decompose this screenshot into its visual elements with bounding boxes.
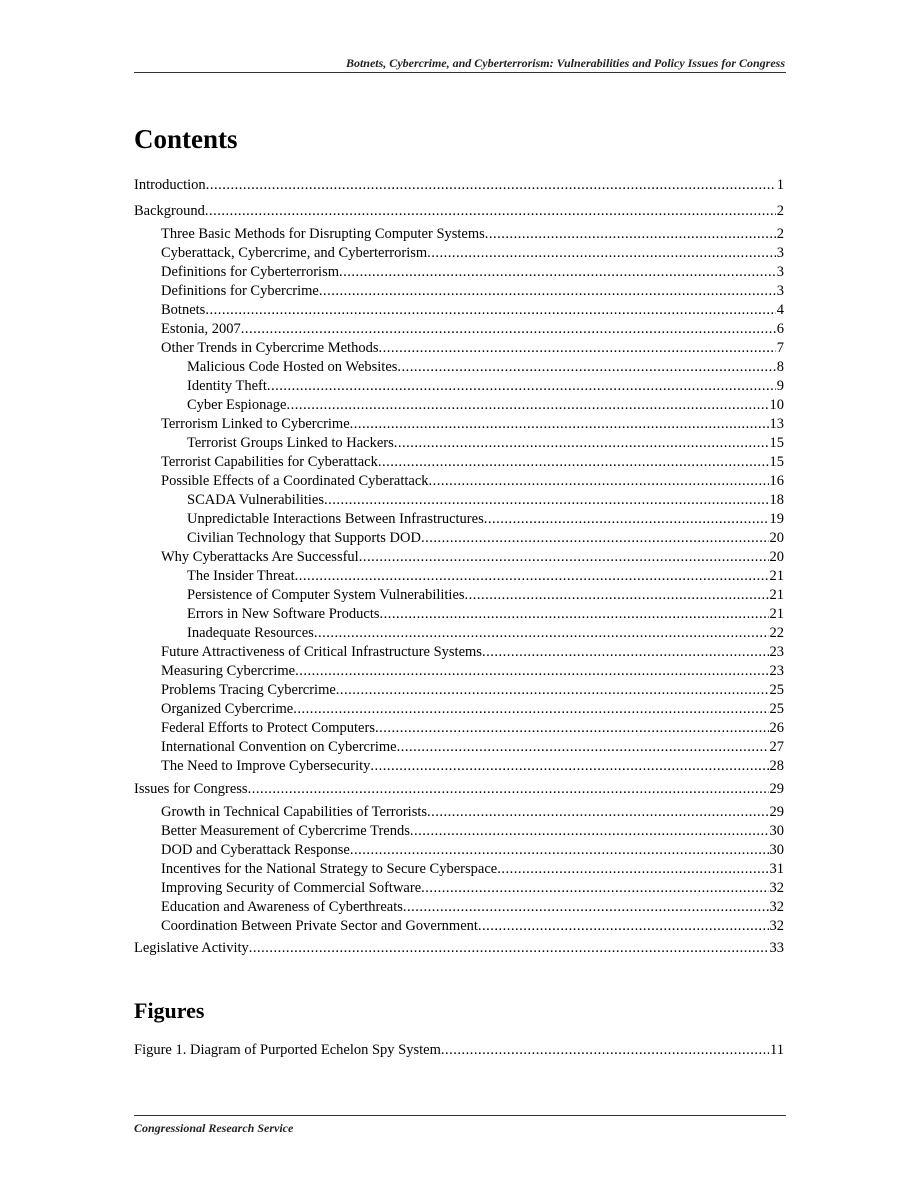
toc-entry-title: Definitions for Cybercrime [161, 283, 319, 299]
toc-entry[interactable] [134, 176, 784, 195]
toc-entry-title: Why Cyberattacks Are Successful [161, 549, 359, 565]
dot-leader [478, 917, 769, 936]
footer-rule [134, 1115, 786, 1116]
toc-entry-title: Possible Effects of a Coordinated Cyberattack [161, 473, 429, 489]
toc-entry[interactable] [134, 472, 784, 491]
dot-leader [421, 529, 769, 548]
toc-entry[interactable] [134, 662, 784, 681]
toc-entry[interactable] [134, 803, 784, 822]
dot-leader [324, 491, 768, 510]
toc-entry[interactable] [134, 377, 784, 396]
toc-entry[interactable] [134, 822, 784, 841]
toc-entry-title: Persistence of Computer System Vulnerabilities [187, 587, 465, 603]
dot-leader [286, 396, 768, 415]
toc-entry-page: 3 [776, 245, 784, 261]
toc-entry-title: Coordination Between Private Sector and Government [161, 918, 478, 934]
toc-entry-page: 31 [769, 861, 784, 877]
dot-leader [397, 738, 769, 757]
toc-entry-title: Three Basic Methods for Disrupting Computer Systems [161, 226, 485, 242]
dot-leader [378, 453, 769, 472]
dot-leader [427, 803, 768, 822]
toc-entry-title: Issues for Congress [134, 781, 248, 797]
toc-entry-title: Identity Theft [187, 378, 267, 394]
toc-entry-title: SCADA Vulnerabilities [187, 492, 325, 508]
toc-entry[interactable] [134, 780, 784, 799]
toc-entry-page: 9 [776, 378, 784, 394]
dot-leader [295, 567, 769, 586]
toc-entry-page: 25 [769, 701, 784, 717]
toc-entry[interactable] [134, 320, 784, 339]
toc-entry-page: 3 [776, 283, 784, 299]
toc-entry-title: Other Trends in Cybercrime Methods [161, 340, 379, 356]
toc-entry[interactable] [134, 529, 784, 548]
toc-entry-title: Figure 1. Diagram of Purported Echelon Spy System [134, 1042, 441, 1058]
footer-text: Congressional Research Service [134, 1121, 294, 1135]
dot-leader [249, 939, 769, 958]
toc-entry-page: 30 [769, 823, 784, 839]
toc-entry-title: Terrorism Linked to Cybercrime [161, 416, 350, 432]
dot-leader [378, 339, 775, 358]
toc-entry[interactable] [134, 453, 784, 472]
toc-entry-page: 16 [769, 473, 784, 489]
header-rule [134, 72, 786, 73]
toc-entry-title: Growth in Technical Capabilities of Terrorists [161, 804, 428, 820]
dot-leader [205, 202, 776, 221]
toc-entry[interactable] [134, 700, 784, 719]
toc-entry-page: 1 [776, 177, 784, 193]
toc-entry-title: Legislative Activity [134, 940, 249, 956]
toc-entry-page: 6 [776, 321, 784, 337]
toc-entry-page: 10 [769, 397, 784, 413]
toc-entry-page: 23 [769, 663, 784, 679]
toc-entry-page: 25 [769, 682, 784, 698]
toc-entry-page: 30 [769, 842, 784, 858]
dot-leader [441, 1041, 769, 1060]
toc-entry[interactable] [134, 301, 784, 320]
toc-entry-page: 21 [769, 568, 784, 584]
toc-entry[interactable] [134, 898, 784, 917]
toc-entry[interactable] [134, 339, 784, 358]
toc-entry-page: 28 [769, 758, 784, 774]
toc-entry-page: 8 [776, 359, 784, 375]
running-header: Botnets, Cybercrime, and Cyberterrorism: Vulnerabilities and Policy Issues for Congress [345, 56, 785, 70]
toc-entry-title: Better Measurement of Cybercrime Trends [161, 823, 410, 839]
toc-entry[interactable] [134, 586, 784, 605]
toc-entry-page: 7 [776, 340, 784, 356]
toc-entry-page: 2 [776, 203, 784, 219]
toc-entry[interactable] [134, 415, 784, 434]
toc-entry-title: Terrorist Capabilities for Cyberattack [161, 454, 378, 470]
toc-entry-page: 29 [769, 804, 784, 820]
toc-entry-page: 15 [769, 435, 784, 451]
dot-leader [397, 358, 775, 377]
toc-entry-title: Organized Cybercrime [161, 701, 294, 717]
toc-entry-page: 4 [776, 302, 784, 318]
toc-entry[interactable] [134, 841, 784, 860]
toc-entry[interactable] [134, 282, 784, 301]
toc-entry-title: Future Attractiveness of Critical Infrastructure Systems [161, 644, 482, 660]
toc-entry-title: The Need to Improve Cybersecurity [161, 758, 371, 774]
toc-entry-page: 19 [769, 511, 784, 527]
toc-entry-page: 33 [769, 940, 784, 956]
dot-leader [205, 301, 775, 320]
dot-leader [427, 244, 776, 263]
toc-entry-page: 29 [769, 781, 784, 797]
dot-leader [319, 282, 776, 301]
dot-leader [429, 472, 769, 491]
dot-leader [403, 898, 769, 917]
toc-entry-title: Federal Efforts to Protect Computers [161, 720, 375, 736]
dot-leader [350, 415, 769, 434]
toc-entry-title: Problems Tracing Cybercrime [161, 682, 336, 698]
dot-leader [293, 700, 768, 719]
toc-entry[interactable] [134, 510, 784, 529]
toc-entry[interactable] [134, 757, 784, 776]
toc-entry-title: Cyberattack, Cybercrime, and Cyberterrorism [161, 245, 428, 261]
dot-leader [375, 719, 769, 738]
toc-entry-title: Introduction [134, 177, 206, 193]
toc-entry-page: 11 [770, 1042, 784, 1058]
toc-entry-page: 26 [769, 720, 784, 736]
toc-entry-title: Terrorist Groups Linked to Hackers [187, 435, 394, 451]
dot-leader [380, 605, 769, 624]
toc-entry[interactable] [134, 491, 784, 510]
dot-leader [350, 841, 769, 860]
toc-entry[interactable] [134, 860, 784, 879]
toc-entry-page: 21 [769, 606, 784, 622]
toc-entry[interactable] [134, 396, 784, 415]
toc-entry-page: 15 [769, 454, 784, 470]
toc-entry-title: International Convention on Cybercrime [161, 739, 397, 755]
dot-leader [336, 681, 769, 700]
dot-leader [339, 263, 776, 282]
toc-entry-title: Incentives for the National Strategy to Secure Cyberspace [161, 861, 498, 877]
dot-leader [485, 225, 776, 244]
dot-leader [484, 510, 769, 529]
toc-entry-title: Definitions for Cyberterrorism [161, 264, 339, 280]
contents-heading: Contents [134, 124, 238, 154]
toc-entry-page: 32 [769, 918, 784, 934]
toc-entry-title: Malicious Code Hosted on Websites [187, 359, 398, 375]
toc-entry-page: 23 [769, 644, 784, 660]
dot-leader [267, 377, 776, 396]
toc-entry[interactable] [134, 917, 784, 936]
toc-entry-page: 22 [769, 625, 784, 641]
toc-entry-page: 2 [776, 226, 784, 242]
toc-entry[interactable] [134, 244, 784, 263]
toc-entry-page: 21 [769, 587, 784, 603]
dot-leader [314, 624, 769, 643]
toc-entry[interactable] [134, 719, 784, 738]
toc-entry-title: DOD and Cyberattack Response [161, 842, 350, 858]
dot-leader [394, 434, 769, 453]
dot-leader [359, 548, 769, 567]
dot-leader [482, 643, 769, 662]
toc-entry-page: 32 [769, 880, 784, 896]
dot-leader [421, 879, 768, 898]
toc-entry[interactable] [134, 879, 784, 898]
toc-entry[interactable] [134, 738, 784, 757]
toc-entry[interactable] [134, 358, 784, 377]
toc-entry[interactable] [134, 643, 784, 662]
dot-leader [295, 662, 768, 681]
toc-entry-title: Cyber Espionage [187, 397, 287, 413]
toc-entry-page: 27 [769, 739, 784, 755]
toc-entry-title: Civilian Technology that Supports DOD [187, 530, 421, 546]
toc-entry-title: The Insider Threat [187, 568, 295, 584]
toc-entry-title: Inadequate Resources [187, 625, 314, 641]
toc-entry[interactable] [134, 605, 784, 624]
toc-entry-title: Background [134, 203, 205, 219]
toc-entry-page: 20 [769, 530, 784, 546]
toc-entry-title: Improving Security of Commercial Software [161, 880, 422, 896]
toc-entry-page: 3 [776, 264, 784, 280]
toc-entry-title: Estonia, 2007 [161, 321, 241, 337]
toc-entry-title: Botnets [161, 302, 206, 318]
toc-entry[interactable] [134, 434, 784, 453]
toc-entry[interactable] [134, 1041, 784, 1060]
toc-entry-page: 32 [769, 899, 784, 915]
toc-entry-page: 13 [769, 416, 784, 432]
dot-leader [370, 757, 768, 776]
toc-entry[interactable] [134, 681, 784, 700]
dot-leader [241, 320, 776, 339]
toc-entry[interactable] [134, 263, 784, 282]
toc-entry-title: Unpredictable Interactions Between Infrastructures [187, 511, 484, 527]
toc-entry-page: 18 [769, 492, 784, 508]
toc-entry[interactable] [134, 624, 784, 643]
dot-leader [248, 780, 769, 799]
dot-leader [465, 586, 769, 605]
toc-entry-title: Measuring Cybercrime [161, 663, 296, 679]
toc-entry[interactable] [134, 939, 784, 958]
toc-entry-title: Errors in New Software Products [187, 606, 380, 622]
dot-leader [497, 860, 768, 879]
figures-heading: Figures [134, 998, 205, 1023]
toc-entry-page: 20 [769, 549, 784, 565]
toc-entry[interactable] [134, 548, 784, 567]
dot-leader [206, 176, 776, 195]
toc-entry[interactable] [134, 202, 784, 221]
toc-entry[interactable] [134, 225, 784, 244]
toc-entry-title: Education and Awareness of Cyberthreats [161, 899, 403, 915]
dot-leader [410, 822, 769, 841]
toc-entry[interactable] [134, 567, 784, 586]
